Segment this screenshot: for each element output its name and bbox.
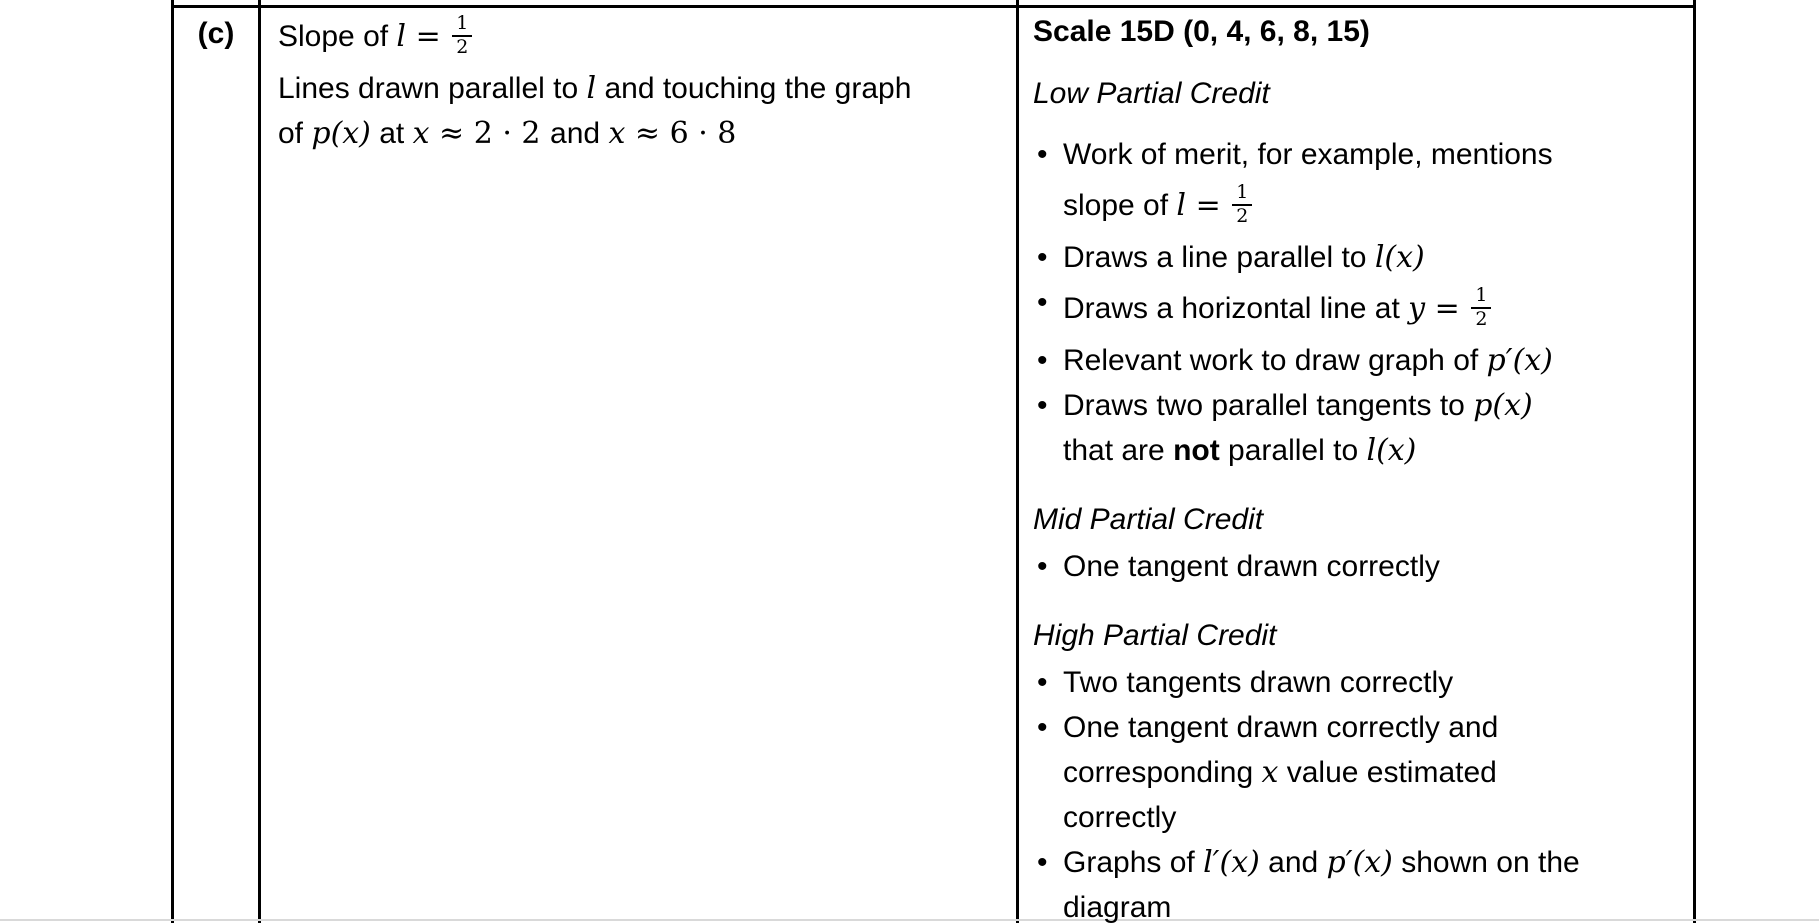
math-approx-2-2: ≈ 2 · 2 (429, 116, 551, 151)
math-var-y: y (1408, 291, 1426, 326)
bullet-text-segment: Draws a horizontal line at (1063, 292, 1409, 325)
math-var-x: x (608, 116, 626, 151)
list-item (1037, 132, 1689, 235)
list-item (1037, 280, 1689, 338)
answer-line3-text2: at (370, 117, 413, 150)
answer-slope-text: Slope of (278, 20, 397, 53)
high-partial-credit-bullets (1033, 660, 1689, 923)
bullet-text-segment: Draws a line parallel to (1063, 241, 1375, 274)
equals-sign: = (1186, 188, 1231, 223)
bullet-line (1063, 660, 1689, 705)
math-var-l: l (1176, 188, 1187, 223)
bullet-text-segment: correctly (1063, 801, 1177, 834)
fraction-one-half (1471, 285, 1491, 331)
fraction-denominator: 2 (1471, 307, 1491, 331)
list-item (1037, 840, 1689, 923)
bullet-line (1063, 840, 1689, 885)
bullet-text (1063, 705, 1689, 840)
fraction-one-half (452, 13, 472, 59)
bullet-line (1063, 428, 1689, 473)
mid-partial-credit-label: Mid Partial Credit (1033, 503, 1264, 536)
bullet-text-segment: Two tangents drawn correctly (1063, 666, 1454, 699)
bullet-text-segment: and (1259, 846, 1327, 879)
bullet-line (1063, 280, 1689, 338)
bullet-line (1063, 132, 1689, 177)
high-partial-credit-label: High Partial Credit (1033, 619, 1277, 652)
list-item (1037, 705, 1689, 840)
answer-line2-text2: and touching the graph (596, 72, 912, 105)
list-item (1037, 383, 1689, 473)
fraction-numerator: 1 (456, 12, 469, 35)
bullet-text (1063, 660, 1689, 705)
math-approx-6-8: ≈ 6 · 8 (625, 116, 737, 151)
fraction-denominator: 2 (452, 35, 472, 59)
bullet-text-segment: diagram (1063, 891, 1172, 923)
bullet-text-segment: parallel to (1219, 434, 1367, 467)
bullet-text-segment: corresponding (1063, 756, 1262, 789)
math-expr-lx: l(x) (1366, 433, 1417, 468)
low-partial-credit-label: Low Partial Credit (1033, 77, 1270, 110)
bullet-text-segment: Relevant work to draw graph of (1063, 344, 1487, 377)
fraction-denominator: 2 (1232, 204, 1252, 228)
bullet-icon: • (1037, 389, 1048, 422)
bullet-line (1063, 544, 1689, 589)
answer-line-2 (278, 66, 1010, 111)
table-border-left (171, 0, 174, 923)
bullet-text (1063, 235, 1689, 280)
answer-cell (278, 8, 1010, 156)
answer-line2-text1: Lines drawn parallel to (278, 72, 587, 105)
bullet-text (1063, 544, 1689, 589)
bullet-line (1063, 383, 1689, 428)
bullet-icon: • (1037, 344, 1048, 377)
answer-line3-text1: of (278, 117, 312, 150)
bullet-icon: • (1037, 846, 1048, 879)
bullet-line (1063, 177, 1689, 235)
scale-header: Scale 15D (0, 4, 6, 8, 15) (1033, 15, 1370, 48)
table-border-right (1693, 0, 1696, 923)
bullet-line (1063, 338, 1689, 383)
bullet-text-segment: Graphs of (1063, 846, 1204, 879)
math-expr-px: p(x) (1473, 388, 1533, 423)
list-item (1037, 544, 1689, 589)
bold-not: not (1173, 434, 1220, 467)
math-var-x: x (412, 116, 430, 151)
math-expr-p-prime-x: p′(x) (1326, 845, 1393, 880)
bullet-line (1063, 885, 1689, 923)
math-expr-p-prime-x: p′(x) (1486, 343, 1553, 378)
equals-sign: = (406, 19, 451, 54)
bullet-icon: • (1037, 666, 1048, 699)
list-item (1037, 338, 1689, 383)
bullet-text-segment: slope of (1063, 189, 1177, 222)
fraction-one-half (1232, 182, 1252, 228)
math-expr-px: p(x) (311, 116, 371, 151)
math-var-l: l (396, 19, 407, 54)
table-border-column-divider (1016, 0, 1019, 923)
answer-line-3 (278, 111, 1010, 156)
bullet-text-segment: Work of merit, for example, mentions (1063, 138, 1553, 171)
bullet-icon: • (1037, 286, 1048, 319)
bullet-icon: • (1037, 138, 1048, 171)
bullet-line (1063, 235, 1689, 280)
math-var-l: l (586, 71, 597, 106)
mid-partial-credit-bullets (1033, 544, 1689, 589)
low-partial-credit-bullets (1033, 132, 1689, 473)
bullet-text (1063, 132, 1689, 235)
math-expr-lx: l(x) (1374, 240, 1425, 275)
row-label: (c) (197, 17, 235, 50)
bullet-text-segment: value estimated (1278, 756, 1497, 789)
answer-slope-line (278, 8, 1010, 66)
bullet-text-segment: shown on the (1392, 846, 1580, 879)
bullet-text-segment: One tangent drawn correctly (1063, 550, 1440, 583)
math-expr-l-prime-x: l′(x) (1203, 845, 1260, 880)
table-border-label-divider (258, 0, 261, 923)
list-item (1037, 660, 1689, 705)
bullet-text (1063, 280, 1689, 338)
bullet-text-segment: One tangent drawn correctly and (1063, 711, 1499, 744)
fraction-numerator: 1 (1475, 284, 1488, 307)
fraction-numerator: 1 (1236, 181, 1249, 204)
bullet-text-segment: Draws two parallel tangents to (1063, 389, 1474, 422)
bullet-text-segment: that are (1063, 434, 1174, 467)
math-var-x: x (1261, 755, 1279, 790)
bullet-text (1063, 338, 1689, 383)
bullet-icon: • (1037, 241, 1048, 274)
bullet-icon: • (1037, 550, 1048, 583)
bullet-line (1063, 795, 1689, 840)
equals-sign: = (1425, 291, 1470, 326)
bullet-text (1063, 383, 1689, 473)
bullet-icon: • (1037, 711, 1048, 744)
bullet-line (1063, 705, 1689, 750)
marking-cell (1033, 11, 1689, 923)
bullet-line (1063, 750, 1689, 795)
answer-line3-text3: and (550, 117, 609, 150)
bullet-text (1063, 840, 1689, 923)
list-item (1037, 235, 1689, 280)
